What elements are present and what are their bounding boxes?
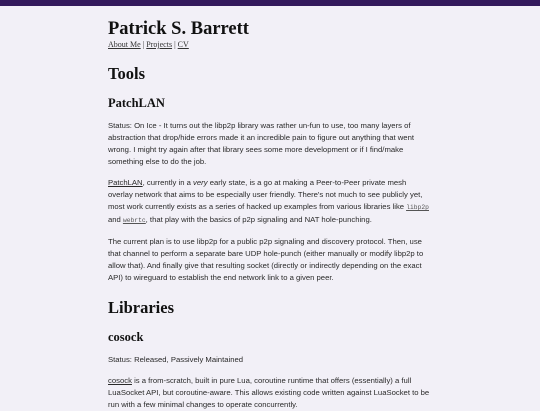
patchlan-plan: The current plan is to use libp2p for a public p2p signaling and discovery protocol. Then, use that channel to perform a separate bare UDP hole-punch (either manually or modify libp2p to allow that). And finally give that resulting socket (directly or indirectly depending on the exact API) to wireguard to establish the end network link to a given peer. — [108, 237, 424, 282]
cosock-status: Status: Released, Passively Maintained — [108, 355, 244, 364]
nav-link-cv[interactable]: CV — [177, 40, 189, 49]
project-title-cosock: cosock — [108, 330, 144, 344]
site-nav — [108, 40, 433, 50]
patchlan-link[interactable]: PatchLAN — [108, 178, 143, 187]
section-heading-libraries: Libraries — [108, 298, 174, 317]
cosock-description: cosock is a from-scratch, built in pure Lua, coroutine runtime that offers (essentially) a full LuaSocket API, but coroutine-aware. This allows existing code written against LuaSocket to be run with a few minimal changes to operate concurrently. — [108, 376, 430, 409]
webrtc-code-link[interactable]: webrtc — [122, 217, 146, 224]
site-title: Patrick S. Barrett — [108, 19, 249, 39]
patchlan-status: Status: On Ice - It turns out the libp2p library was rather un-fun to use, too many layers of abstraction that drop/hide errors made it an incredible pain to figure out anything that went wrong. I might try again after that library sees some more development or if I find/make something else to do the job. — [108, 121, 414, 166]
patchlan-description: PatchLAN, currently in a very early state, is a go at making a Peer-to-Peer private mesh overlay network that aims to be especially user friendly. There's not much to see publicly yet, most work currently exists as a series of hacked up examples from various libraries like libp2p and webrtc, that play with the basics of p2p signaling and NAT hole-punching. — [108, 178, 429, 224]
libp2p-code-link[interactable]: libp2p — [406, 204, 429, 211]
section-heading-tools: Tools — [108, 64, 145, 83]
nav-separator: | — [174, 40, 176, 49]
main-content — [108, 18, 433, 411]
nav-link-about[interactable]: About Me — [108, 40, 141, 49]
nav-link-projects[interactable]: Projects — [146, 40, 173, 49]
nav-separator: | — [142, 40, 145, 49]
top-accent-bar — [0, 0, 540, 6]
cosock-link[interactable]: cosock — [108, 376, 132, 385]
project-title-patchlan: PatchLAN — [108, 96, 165, 110]
